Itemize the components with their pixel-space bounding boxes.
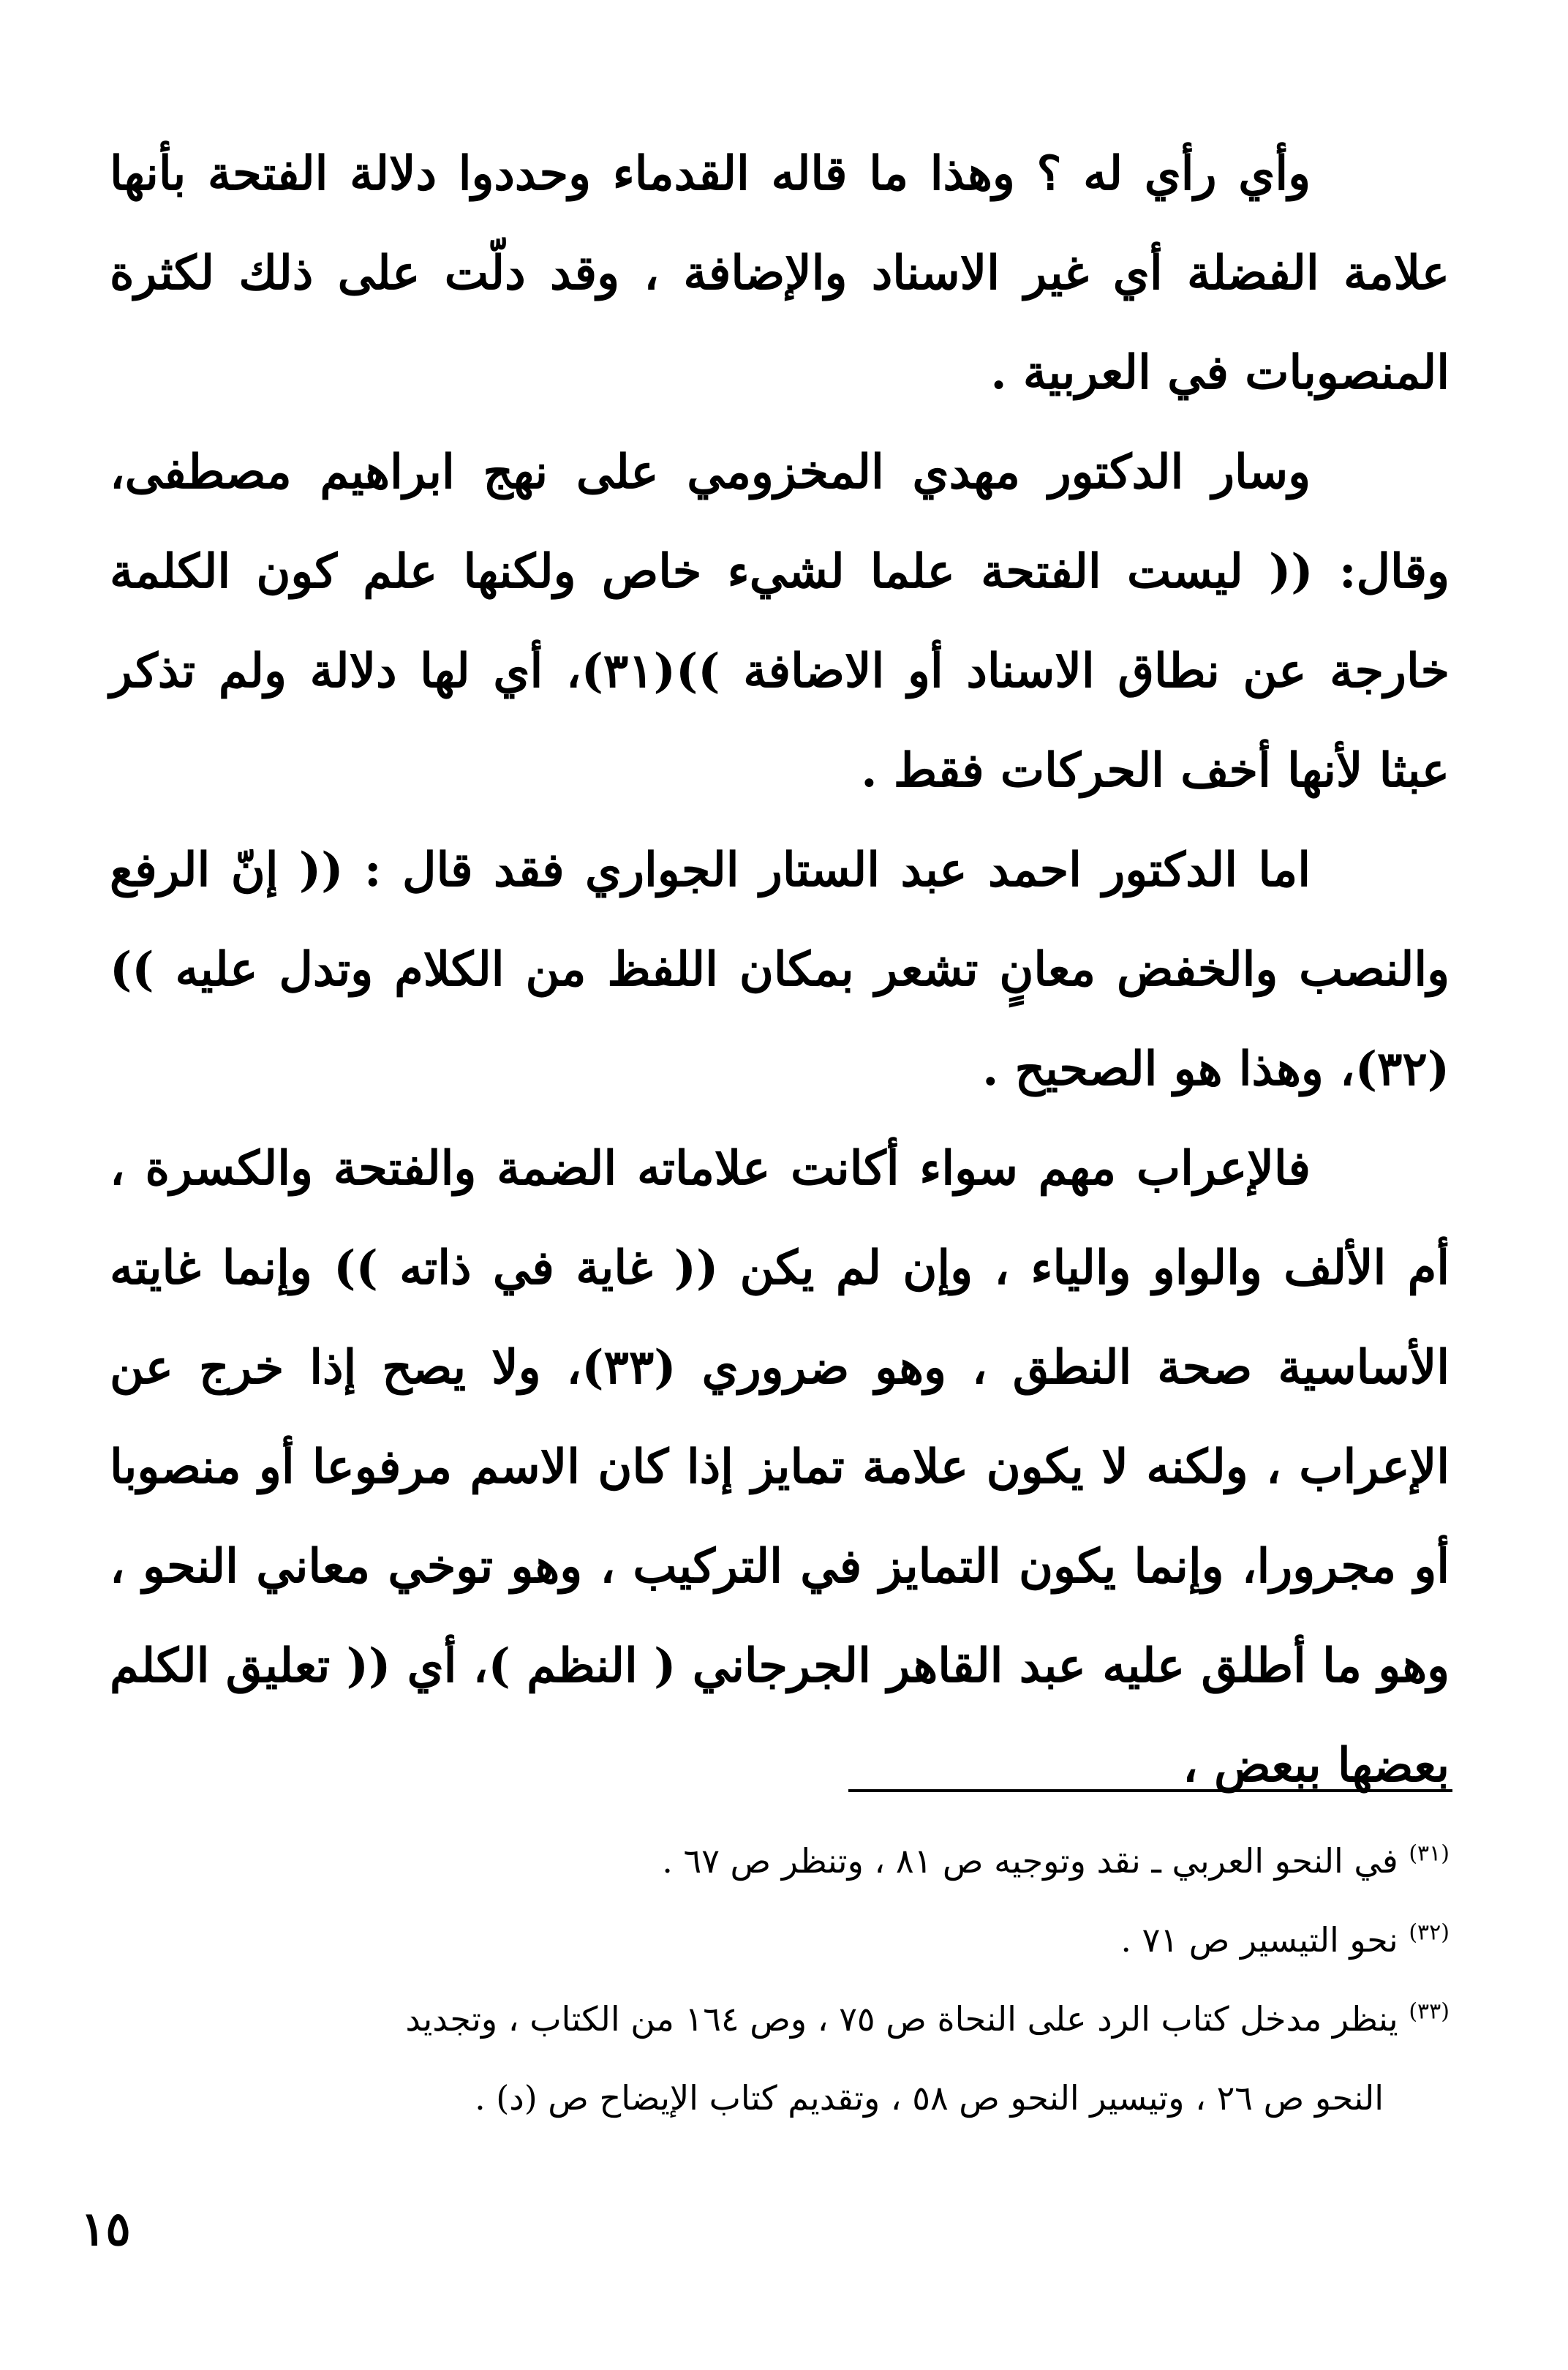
footnote-number: (٣٣) — [1409, 1998, 1450, 2025]
footnote-33-continuation: النحو ص ٢٦ ، وتيسير النحو ص ٥٨ ، وتقديم كتاب الإيضاح ص (د) . — [475, 2078, 1384, 2118]
page-number: ١٥ — [80, 2202, 131, 2257]
footnote-32 — [110, 1900, 1450, 1979]
paragraph-3: اما الدكتور احمد عبد الستار الجواري فقد قال : (( إنّ الرفع والنصب والخفض معانٍ تشعر بمكان اللفظ من الكلام وتدل عليه ))(٣٢)، وهذا هو الصحيح . — [110, 843, 1450, 1096]
main-text — [110, 124, 1450, 1816]
paragraph-1: وأي رأي له ؟ وهذا ما قاله القدماء وحددوا دلالة الفتحة بأنها علامة الفضلة أي غير الاسناد والإضافة ، وقد دلّت على ذلك لكثرة المنصوبات في العربية . — [110, 146, 1450, 400]
footnote-text: نحو التيسير ص ٧١ . — [1120, 1920, 1398, 1960]
footnote-divider — [848, 1789, 1452, 1792]
footnote-31 — [110, 1821, 1450, 1900]
footnote-text: ينظر مدخل كتاب الرد على النحاة ص ٧٥ ، وص ١٦٤ من الكتاب ، وتجديد — [405, 1999, 1398, 2039]
paragraph-2: وسار الدكتور مهدي المخزومي على نهج ابراهيم مصطفى، وقال: (( ليست الفتحة علما لشيء خاص ولكنها علم كون الكلمة خارجة عن نطاق الاسناد أو الاضافة ))(٣١)، أي لها دلالة ولم تذكر عبثا لأنها أخف الحركات فقط . — [110, 445, 1450, 798]
footnote-number: (٣٢) — [1409, 1919, 1450, 1946]
footnote-number: (٣١) — [1409, 1840, 1450, 1867]
footnotes — [110, 1821, 1450, 2137]
footnote-33 — [110, 1979, 1450, 2058]
footnote-text: في النحو العربي ـ نقد وتوجيه ص ٨١ ، وتنظر ص ٦٧ . — [662, 1841, 1398, 1881]
paragraph-4: فالإعراب مهم سواء أكانت علاماته الضمة والفتحة والكسرة ، أم الألف والواو والياء ، وإن لم يكن (( غاية في ذاته )) وإنما غايته الأساسية صحة النطق ، وهو ضروري (٣٣)، ولا يصح إذا خرج عن الإعراب ، ولكنه لا يكون علامة تمايز إذا كان الاسم مرفوعا أو منصوبا أو مجرورا، وإنما يكون التمايز في التركيب ، وهو توخي معاني النحو ، وهو ما أطلق عليه عبد القاهر الجرجاني ( النظم )، أي (( تعليق الكلم بعضها ببعض ، — [110, 1141, 1450, 1793]
